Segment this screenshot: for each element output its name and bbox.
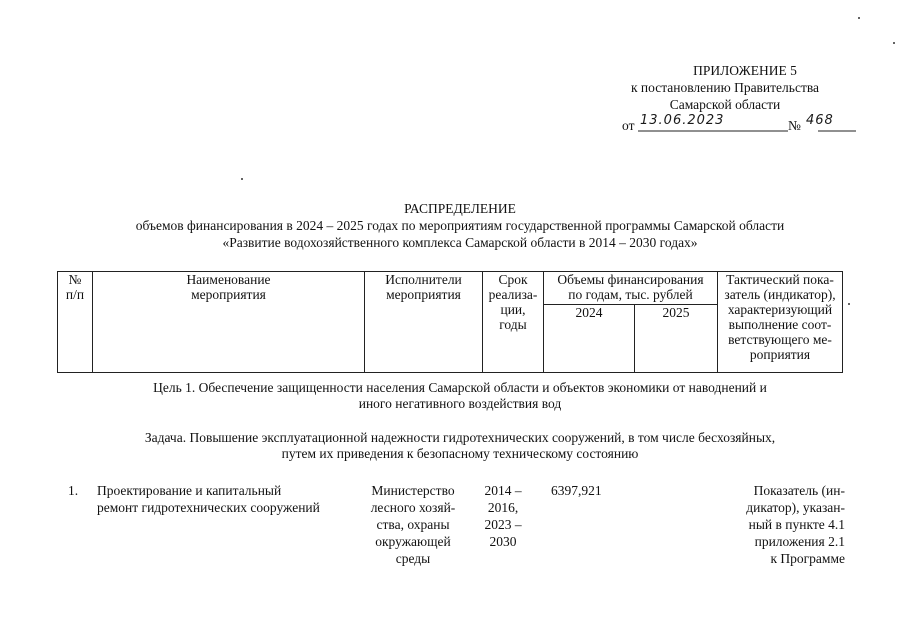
col-year-2024-header: 2024 [544,305,635,373]
scan-speck [241,178,243,180]
number-prefix: № [788,118,801,133]
col-name-header: Наименование мероприятия [93,272,365,373]
row-1-name: Проектирование и капитальный ремонт гидротехнических сооружений [97,483,320,515]
col-term-header: Срок реализа- ции, годы [483,272,544,373]
appendix-date-line [600,115,850,134]
appendix-line-3: Самарской области [669,97,781,112]
goal-line-2: иного негативного воздействия вод [358,396,562,411]
task-line-2: путем их приведения к безопасному техническому состоянию [281,446,639,461]
date-prefix: от [622,118,635,133]
financing-table-header [57,271,843,373]
goal-line-1: Цель 1. Обеспечение защищенности населения Самарской области и объектов экономики от наводнений и [153,380,767,395]
row-1-num: 1. [68,483,79,498]
row-1-term: 2014 – 2016, 2023 – 2030 [484,483,522,549]
row-1-indicator: Показатель (ин- дикатор), указан- ный в пункте 4.1 приложения 2.1 к Программе [746,483,845,566]
document-title [80,200,840,251]
task-line-1: Задача. Повышение эксплуатационной надежности гидротехнических сооружений, в том числе бесхозяйных, [144,430,776,445]
appendix-line-2: к постановлению Правительства [630,80,820,95]
col-volumes-header: Объемы финансирования по годам, тыс. рублей [544,272,718,305]
row-1-executor: Министерство лесного хозяй- ства, охраны окружающей среды [370,483,456,566]
handwritten-date: 13.06.2023 [640,113,725,128]
title-heading: РАСПРЕДЕЛЕНИЕ [404,201,516,216]
col-executors-header: Исполнители мероприятия [365,272,483,373]
row-1-value-2024: 6397,921 [551,483,602,498]
scan-speck [848,303,850,305]
title-line-1: объемов финансирования в 2024 – 2025 годах по мероприятиям государственной программы Самарской области [135,218,785,233]
scan-speck [858,17,860,19]
col-num-header: № п/п [58,272,93,373]
handwritten-number: 468 [806,113,834,128]
title-line-2: «Развитие водохозяйственного комплекса Самарской области в 2014 – 2030 годах» [222,235,698,250]
col-indicator-header: Тактический пока- затель (индикатор), характеризующий выполнение соот- ветствующего ме- роприятия [718,272,843,373]
goal-text [80,380,840,412]
scan-speck [893,42,895,44]
signature-underline [638,129,858,133]
appendix-block [600,62,850,134]
task-text [70,430,850,462]
appendix-title: ПРИЛОЖЕНИЕ 5 [693,63,797,78]
col-year-2025-header: 2025 [635,305,718,373]
